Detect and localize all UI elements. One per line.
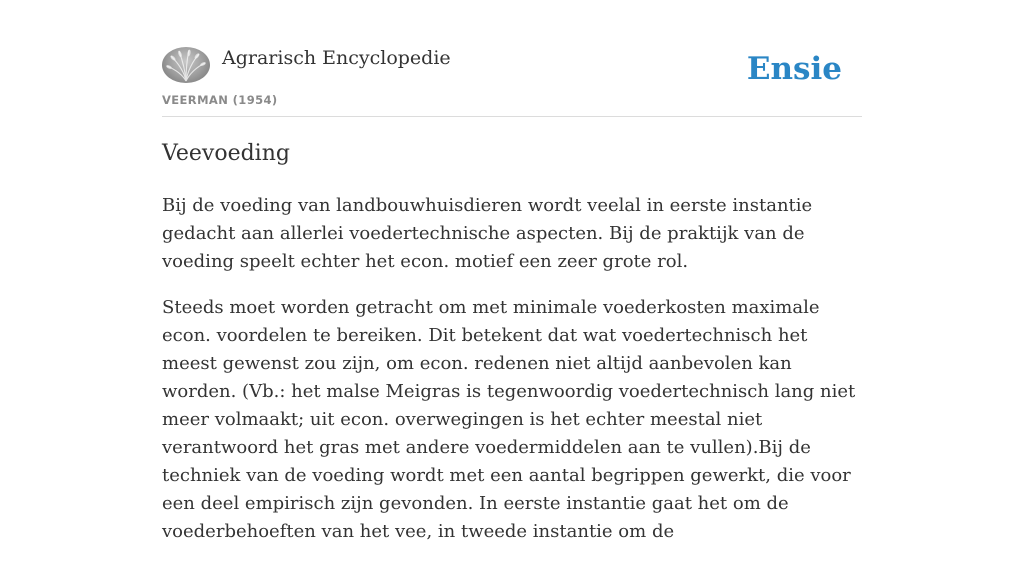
article-body bbox=[162, 192, 864, 564]
article-title: Veevoeding bbox=[162, 141, 290, 166]
book-title[interactable]: Agrarisch Encyclopedie bbox=[222, 47, 451, 69]
author-label: VEERMAN (1954) bbox=[162, 93, 278, 107]
wheat-book-icon[interactable] bbox=[162, 47, 210, 83]
ensie-logo[interactable]: Ensie bbox=[746, 51, 842, 87]
article-paragraph: Bij de voeding van landbouwhuisdieren wordt veelal in eerste instantie gedacht aan allerlei voedertechnische aspecten. Bij de praktijk van de voeding speelt echter het econ. motief een zeer grote rol. bbox=[162, 195, 813, 272]
book-header bbox=[162, 46, 862, 117]
article-paragraph: Steeds moet worden getracht om met minimale voederkosten maximale econ. voordelen te bereiken. Dit betekent dat wat voedertechnisch het meest gewenst zou zijn, om econ. redenen niet altijd aanbevolen kan worden. (Vb.: het malse Meigras is tegenwoordig voedertechnisch lang niet meer volmaakt; uit econ. overwegingen is het echter meestal niet verantwoord het gras met andere voedermiddelen aan te vullen).Bij de techniek van de voeding wordt met een aantal begrippen gewerkt, die voor een deel empirisch zijn gevonden. In eerste instantie gaat het om de voederbehoeften van het vee, in tweede instantie om de bbox=[162, 297, 856, 542]
